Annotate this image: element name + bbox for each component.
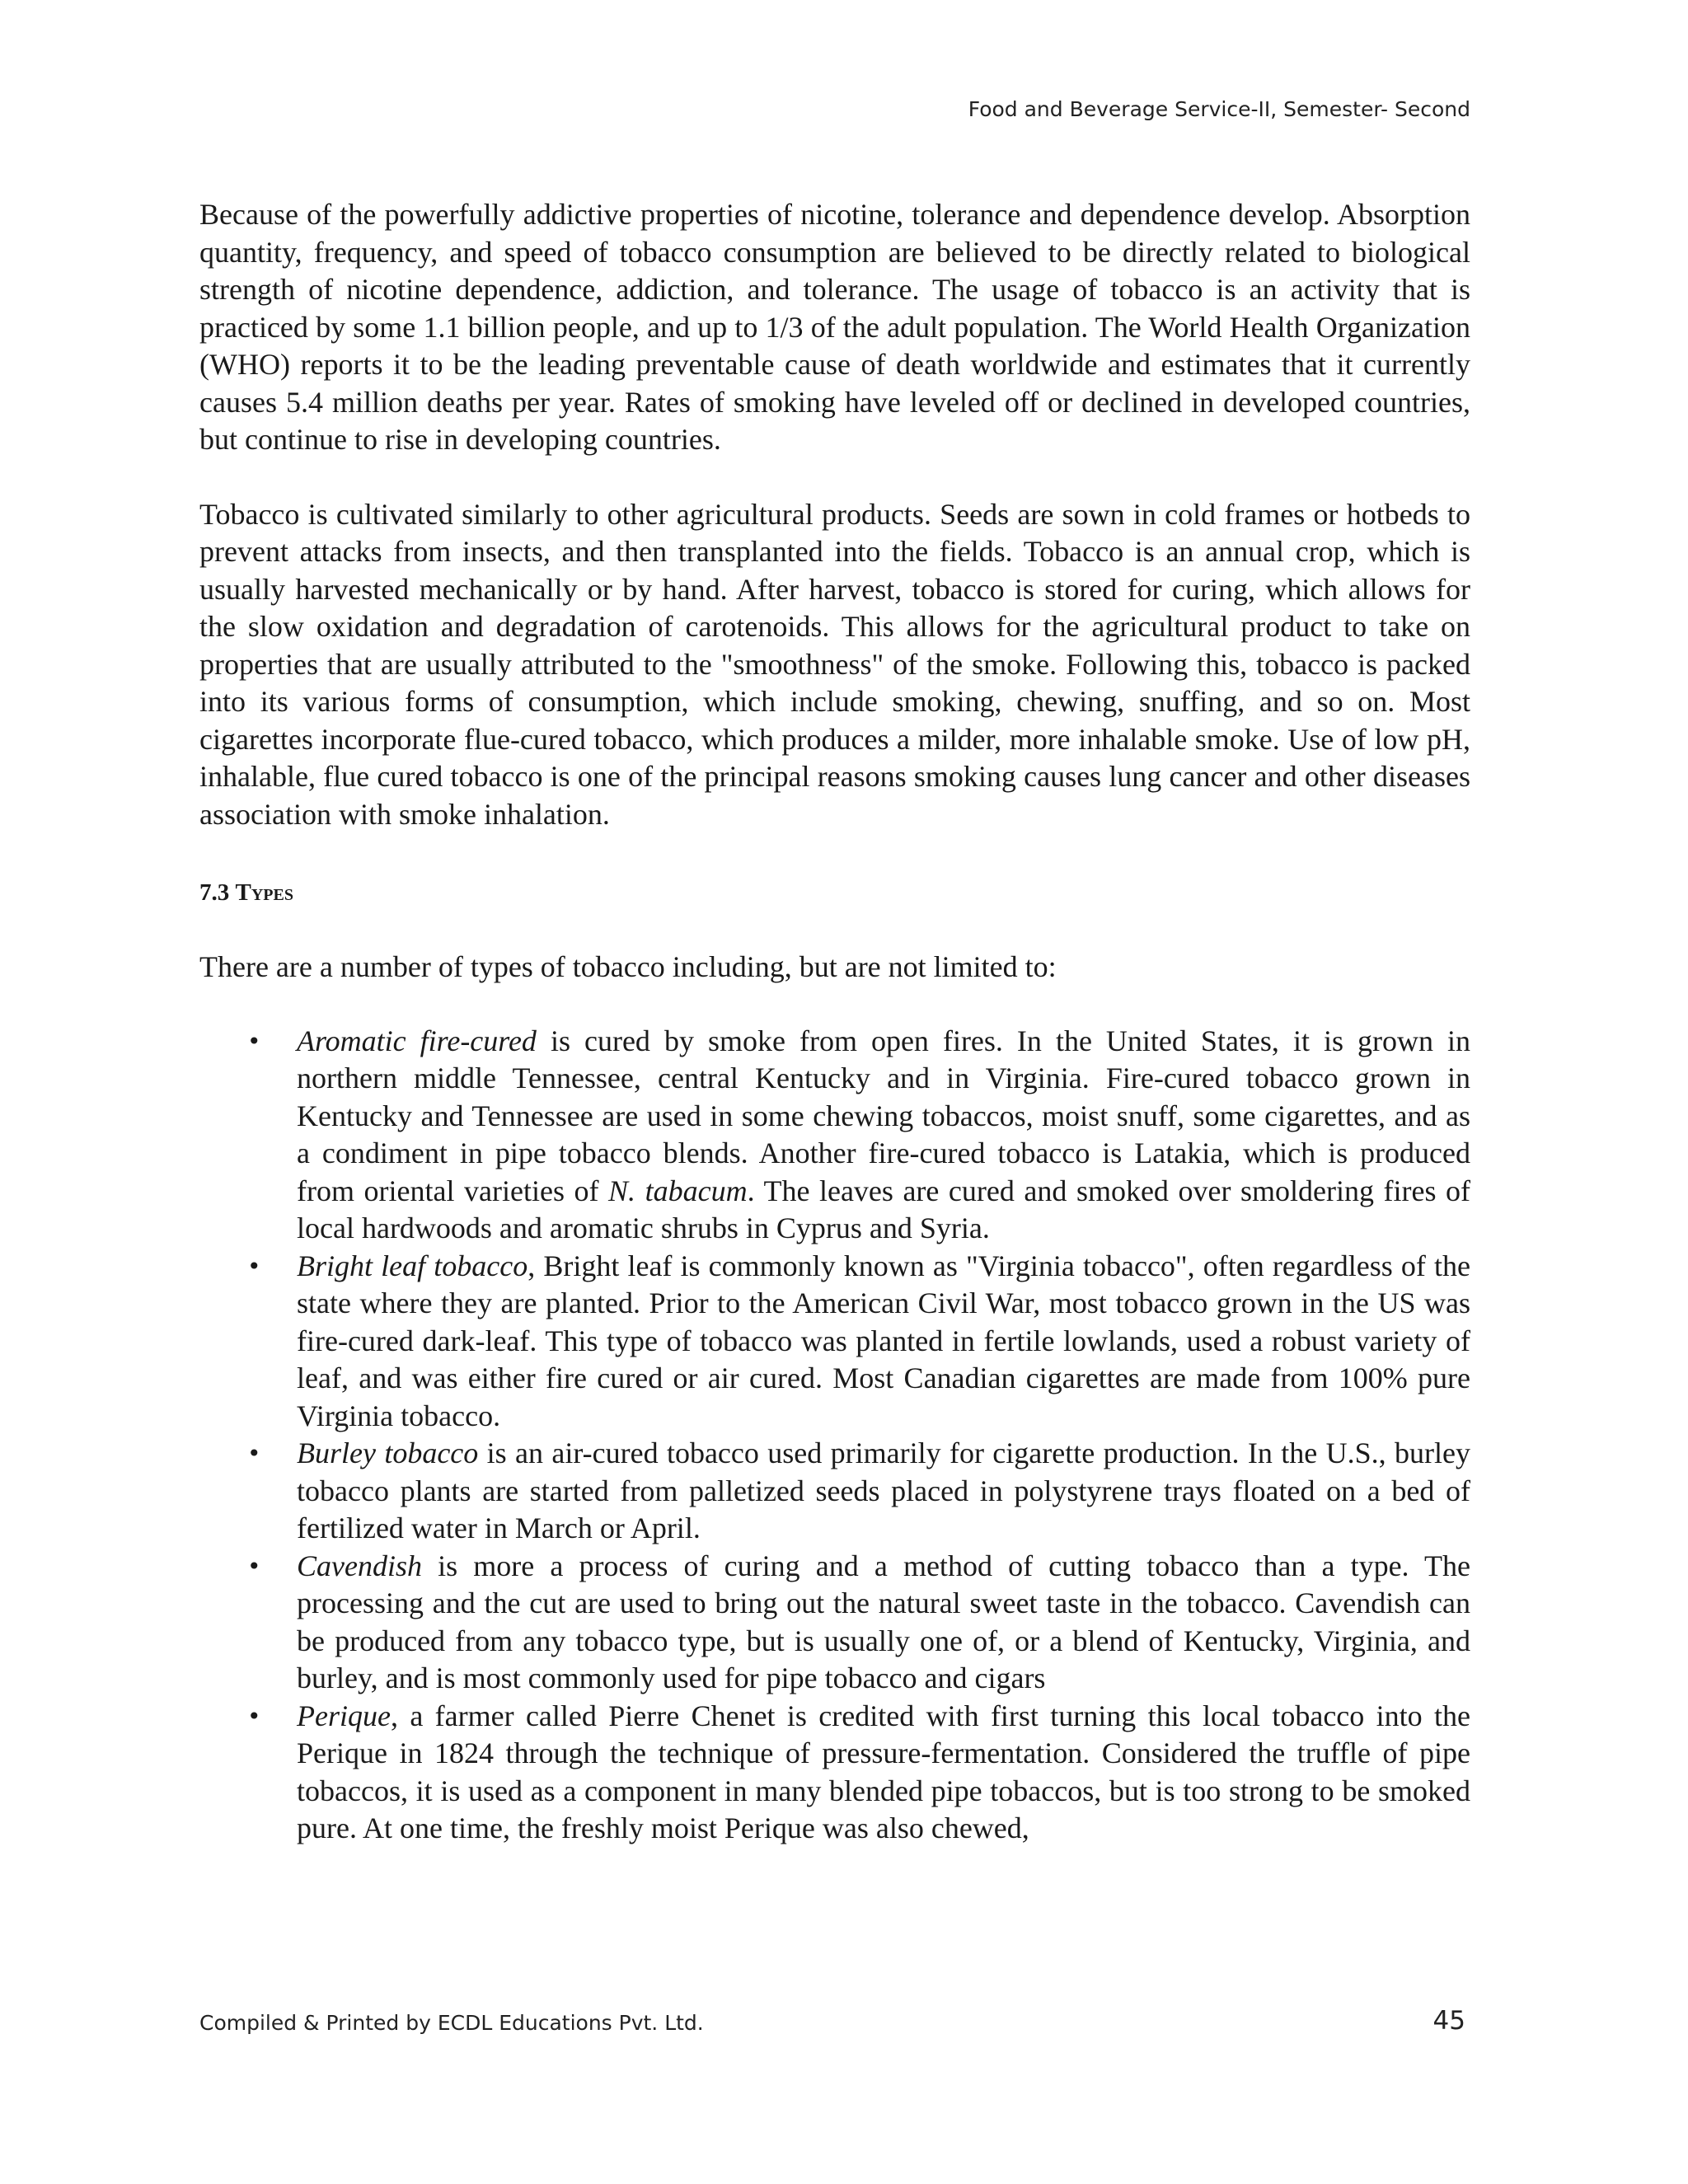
bullet-icon: • <box>247 1702 261 1730</box>
page-body <box>199 196 1470 1848</box>
description-cavendish: is more a process of curing and a method of cutting tobacco than a type. The processing and the cut are used to bring out the natural sweet taste in the tobacco. Cavendish can be produced from any tobacco type, but is usually one of, or a blend of Kentucky, Virginia, and burley, and is most commonly used for pipe tobacco and cigars <box>297 1549 1470 1694</box>
tobacco-types-list <box>199 1023 1470 1848</box>
list-item-cavendish <box>199 1548 1470 1698</box>
description-aromatic-fire-cured-a: is cured by smoke from open fires. In the United States, it is grown in northern middle Tennessee, central Kentucky and in Virginia. Fire-cured tobacco grown in Kentucky and Tennessee are used in some chewing tobaccos, moist snuff, some cigarettes, and as a condiment in pipe tobacco blends. Another fire-cured tobacco is Latakia, which is produced from oriental varieties of <box>297 1024 1470 1207</box>
term-cavendish: Cavendish <box>297 1549 422 1582</box>
bullet-icon: • <box>247 1027 261 1055</box>
bullet-icon: • <box>247 1552 261 1580</box>
running-header: Food and Beverage Service-II, Semester- Second <box>968 97 1470 121</box>
section-title: Types <box>235 879 293 906</box>
term-aromatic-fire-cured: Aromatic fire-cured <box>297 1024 537 1057</box>
term-perique: Perique <box>297 1699 391 1732</box>
section-intro: There are a number of types of tobacco including, but are not limited to: <box>199 950 1057 983</box>
list-item-bright-leaf <box>199 1248 1470 1436</box>
list-item-burley <box>199 1435 1470 1548</box>
description-perique: , a farmer called Pierre Chenet is credited with first turning this local tobacco into the Perique in 1824 through the technique of pressure-fermentation. Considered the truffle of pipe tobaccos, it is used as a component in many blended pipe tobaccos, but is too strong to be smoked pure. At one time, the freshly moist Perique was also chewed, <box>297 1699 1470 1844</box>
bullet-icon: • <box>247 1440 261 1467</box>
section-heading <box>199 876 1470 909</box>
paragraph-nicotine-dependence: Because of the powerfully addictive properties of nicotine, tolerance and dependence develop. Absorption quantity, frequency, and speed of tobacco consumption are believed to be directly related to biological strength of nicotine dependence, addiction, and tolerance. The usage of tobacco is an activity that is practiced by some 1.1 billion people, and up to 1/3 of the adult population. The World Health Organization (WHO) reports it to be the leading preventable cause of death worldwide and estimates that it currently causes 5.4 million deaths per year. Rates of smoking have leveled off or declined in developed countries, but continue to rise in developing countries. <box>199 198 1470 456</box>
section-number: 7.3 <box>199 879 230 906</box>
term-bright-leaf: Bright leaf tobacco <box>297 1249 528 1282</box>
description-burley: is an air-cured tobacco used primarily for cigarette production. In the U.S., burley tobacco plants are started from palletized seeds placed in polystyrene trays floated on a bed of fertilized water in March or April. <box>297 1436 1471 1544</box>
paragraph-tobacco-cultivation: Tobacco is cultivated similarly to other agricultural products. Seeds are sown in cold frames or hotbeds to prevent attacks from insects, and then transplanted into the fields. Tobacco is an annual crop, which is usually harvested mechanically or by hand. After harvest, tobacco is stored for curing, which allows for the slow oxidation and degradation of carotenoids. This allows for the agricultural product to take on properties that are usually attributed to the "smoothness" of the smoke. Following this, tobacco is packed into its various forms of consumption, which include smoking, chewing, snuffing, and so on. Most cigarettes incorporate flue-cured tobacco, which produces a milder, more inhalable smoke. Use of low pH, inhalable, flue cured tobacco is one of the principal reasons smoking causes lung cancer and other diseases association with smoke inhalation. <box>199 497 1470 831</box>
description-bright-leaf: , Bright leaf is commonly known as "Virginia tobacco", often regardless of the state where they are planted. Prior to the American Civil War, most tobacco grown in the US was fire-cured dark-leaf. This type of tobacco was planted in fertile lowlands, used a robust variety of leaf, and was either fire cured or air cured. Most Canadian cigarettes are made from 100% pure Virginia tobacco. <box>297 1249 1470 1432</box>
bullet-icon: • <box>247 1252 261 1280</box>
term-burley: Burley tobacco <box>297 1436 479 1469</box>
footer-credit: Compiled & Printed by ECDL Educations Pvt. Ltd. <box>199 2011 704 2035</box>
term-n-tabacum: N. tabacum <box>608 1174 748 1207</box>
list-item-perique <box>199 1698 1470 1848</box>
list-item-aromatic-fire-cured <box>199 1023 1470 1248</box>
description-aromatic-fire-cured-b: . The leaves are cured and smoked over smoldering fires of local hardwoods and aromatic shrubs in Cyprus and Syria. <box>297 1174 1470 1244</box>
page-footer <box>199 2006 1470 2036</box>
page-number: 45 <box>1432 2006 1465 2036</box>
